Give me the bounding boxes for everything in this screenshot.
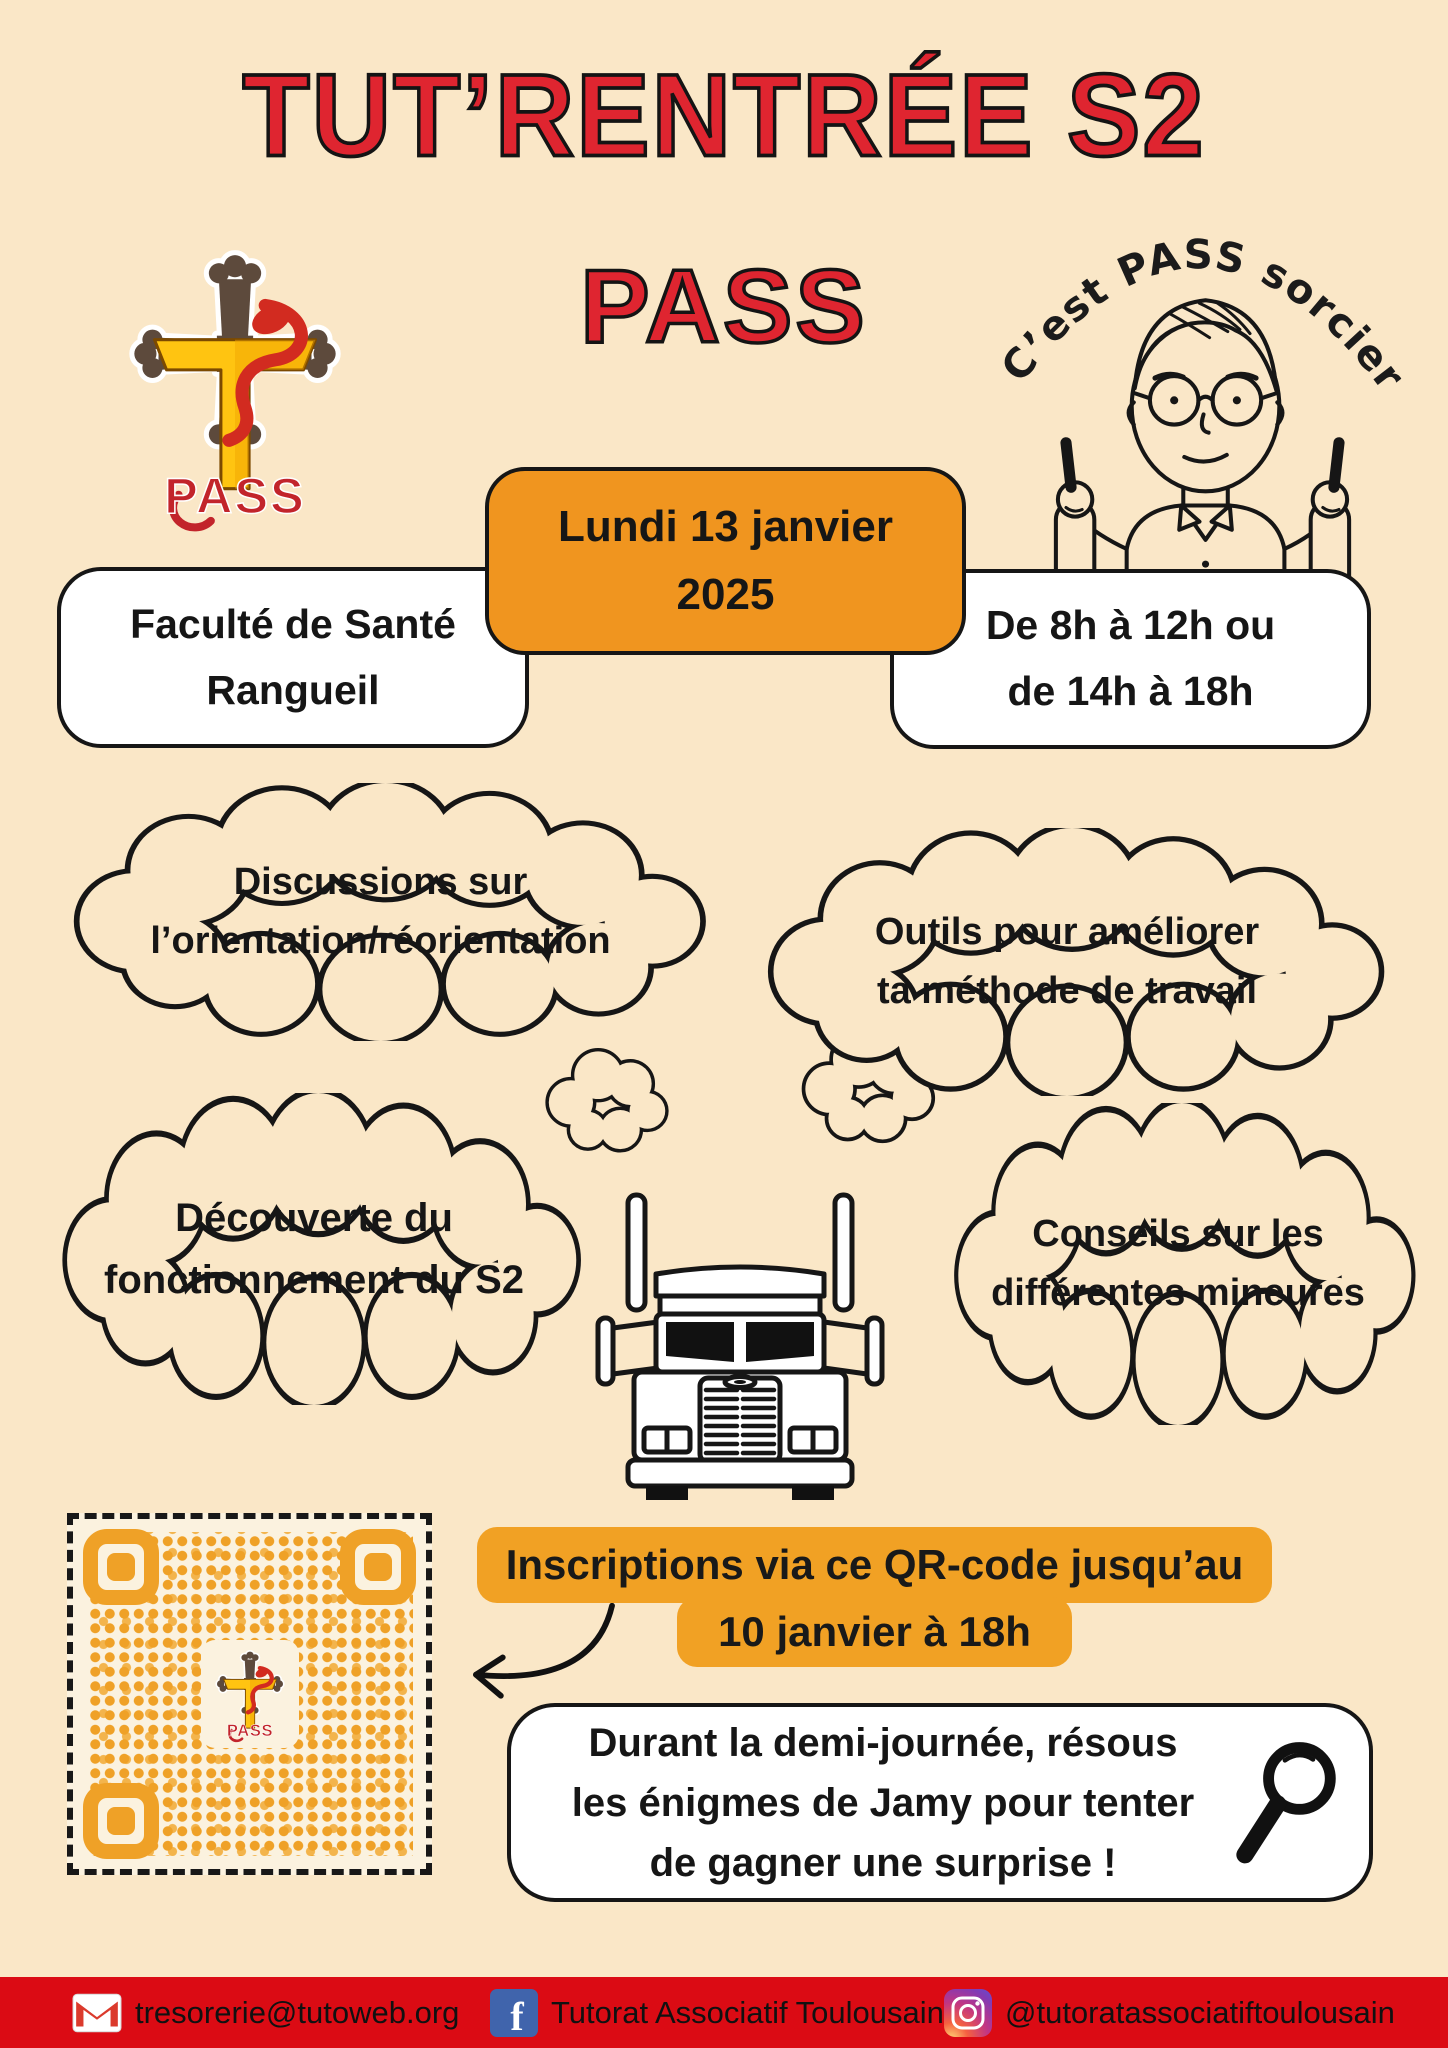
- challenge-line1: Durant la demi-journée, résous: [588, 1720, 1178, 1765]
- qr-finder-top-right: [340, 1529, 416, 1605]
- location-line2: Rangueil: [206, 666, 380, 713]
- footer-instagram: [944, 1989, 1395, 2037]
- tpass-logo-icon: [100, 235, 370, 537]
- date-box: [485, 467, 966, 655]
- challenge-box: [507, 1703, 1373, 1902]
- inscription-line1: [477, 1527, 1272, 1603]
- facebook-icon: [490, 1989, 538, 2037]
- gmail-icon: [72, 1993, 122, 2033]
- date-line1: Lundi 13 janvier: [558, 501, 893, 551]
- facebook-f-glyph: f: [510, 1993, 524, 2037]
- qr-finder-top-left: [83, 1529, 159, 1605]
- page-title: TUT’RENTRÉE S2: [242, 50, 1206, 181]
- cloud-fonctionnement-line1: Découverte du: [175, 1196, 453, 1240]
- location-line1: Faculté de Santé: [130, 600, 456, 647]
- challenge-text: [541, 1713, 1225, 1893]
- cloud-fonctionnement: [33, 1093, 595, 1405]
- cloud-fonctionnement-line2: fonctionnement du S2: [104, 1258, 524, 1302]
- cloud-methode-line1: Outils pour améliorer: [874, 911, 1260, 954]
- location-box: [57, 567, 529, 748]
- footer-instagram-label: @tutoratassociatiftoulousain: [1005, 1994, 1395, 2030]
- footer-email-label: tresorerie@tutoweb.org: [135, 1994, 460, 2030]
- qr-code: [67, 1513, 432, 1875]
- time-line2: de 14h à 18h: [1007, 668, 1254, 714]
- cloud-orientation-line1: Discussions sur: [233, 861, 528, 904]
- cloud-mineures-line1: Conseils sur les: [1032, 1213, 1324, 1256]
- cloud-orientation: [38, 783, 723, 1041]
- cloud-methode: [733, 828, 1401, 1096]
- page-subtitle: PASS: [580, 249, 868, 365]
- challenge-line2: les énigmes de Jamy pour tenter: [571, 1780, 1195, 1825]
- tpass-logo-icon: [207, 1645, 293, 1744]
- footer-facebook-label: Tutorat Associatif Toulousain: [551, 1994, 944, 2030]
- cloud-orientation-line2: l’orientation/réorientation: [150, 920, 611, 962]
- cloud-methode-line2: ta méthode de travail: [876, 970, 1258, 1012]
- magnifier-icon: [1225, 1734, 1343, 1872]
- slogan-arc: C’est PASS sorcier: [991, 230, 1415, 401]
- time-line1: De 8h à 12h ou: [985, 602, 1276, 649]
- inscription-line2-text: 10 janvier à 18h: [718, 1608, 1031, 1655]
- footer-bar: [0, 1977, 1448, 2048]
- challenge-line3: de gagner une surprise !: [649, 1840, 1117, 1885]
- inscription-line1-text: Inscriptions via ce QR-code jusqu’au: [505, 1541, 1244, 1588]
- footer-email: [72, 1993, 459, 2033]
- footer-facebook: [490, 1989, 944, 2037]
- inscription-line2: [677, 1597, 1072, 1667]
- truck-illustration: [540, 1030, 940, 1500]
- qr-center-logo: [201, 1640, 299, 1748]
- arrow-to-qr-icon: [440, 1598, 625, 1713]
- date-line2: 2025: [676, 570, 775, 619]
- instagram-icon: [944, 1989, 992, 2037]
- qr-finder-bottom-left: [83, 1783, 159, 1859]
- cloud-mineures-line2: différentes mineures: [991, 1272, 1365, 1314]
- cloud-mineures: [928, 1103, 1428, 1425]
